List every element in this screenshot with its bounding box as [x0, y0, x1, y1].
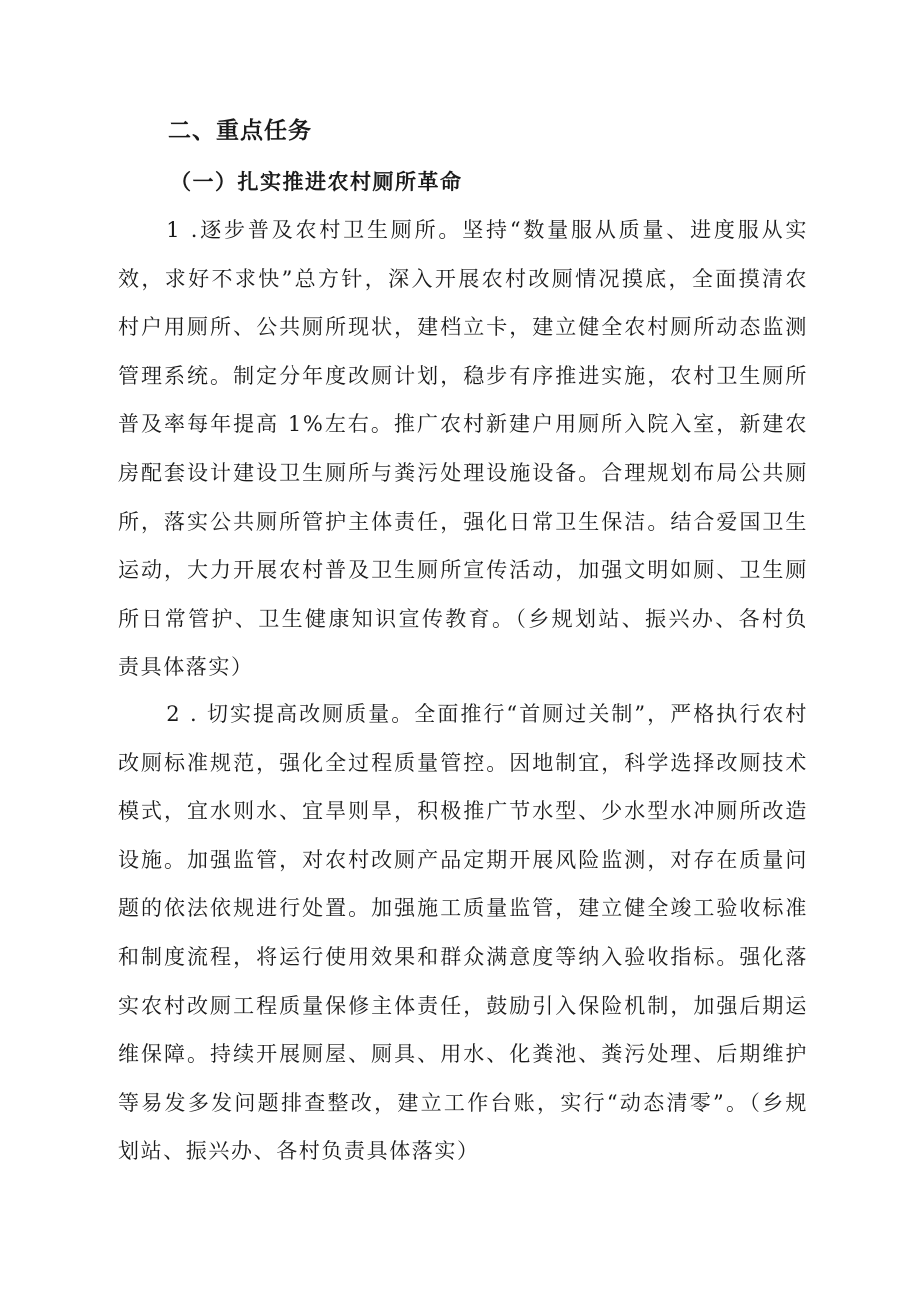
- subsection-heading: （一）扎实推进农村厕所革命: [170, 169, 463, 194]
- paragraph-item-1: 1 .逐步普及农村卫生厕所。坚持“数量服从质量、进度服从实效，求好不求快”总方针，深入开展农村改厕情况摸底，全面摸清农村户用厕所、公共厕所现状，建档立卡，建立健全农村厕所动态监测管理系统。制定分年度改厕计划，稳步有序推进实施，农村卫生厕所普及率每年提高 1%左右。推广农村新建户用厕所入院入室，新建农房配套设计建设卫生厕所与粪污处理设施设备。合理规划布局公共厕所，落实公共厕所管护主体责任，强化日常卫生保洁。结合爱国卫生运动，大力开展农村普及卫生厕所宣传活动，加强文明如厕、卫生厕所日常管护、卫生健康知识宣传教育。（乡规划站、振兴办、各村负责具体落实）: [118, 218, 808, 680]
- paragraph-item-2: 2 . 切实提高改厕质量。全面推行“首厕过关制”，严格执行农村改厕标准规范，强化全过程质量管控。因地制宜，科学选择改厕技术模式，宜水则水、宜旱则旱，积极推广节水型、少水型水冲厕所改造设施。加强监管，对农村改厕产品定期开展风险监测，对存在质量问题的依法依规进行处置。加强施工质量监管，建立健全竣工验收标准和制度流程，将运行使用效果和群众满意度等纳入验收指标。强化落实农村改厕工程质量保修主体责任，鼓励引入保险机制，加强后期运维保障。持续开展厕屋、厕具、用水、化粪池、粪污处理、后期维护等易发多发问题排查整改，建立工作台账，实行“动态清零”。（乡规划站、振兴办、各村负责具体落实）: [118, 702, 808, 1164]
- section-heading: 二、重点任务: [168, 118, 312, 144]
